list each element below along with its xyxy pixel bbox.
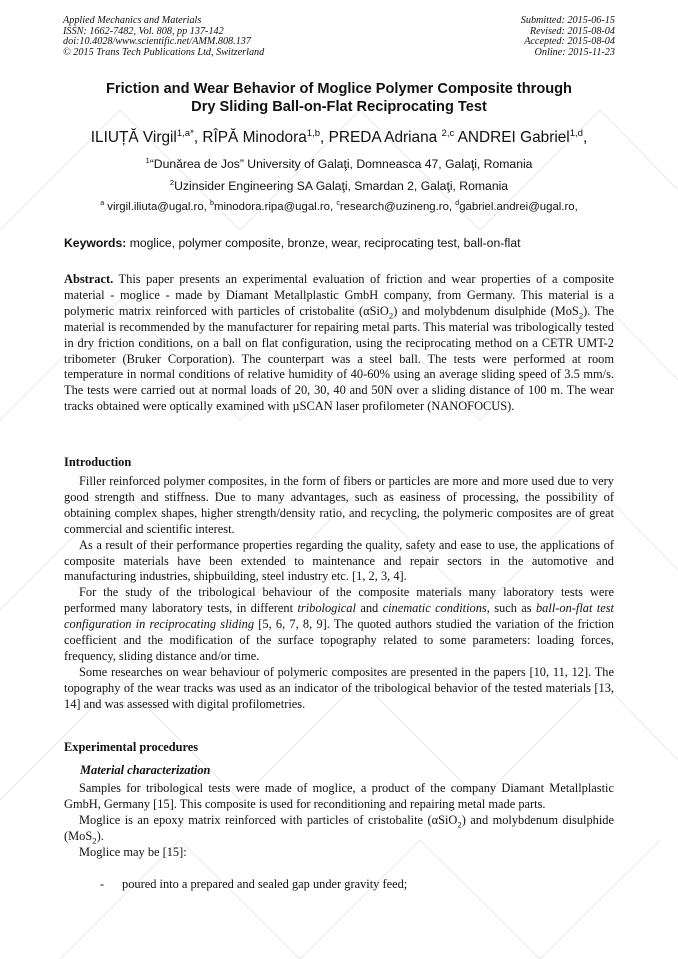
- author-name: ANDREI Gabriel: [457, 129, 570, 146]
- intro-paragraph-4: Some researches on wear behaviour of polymeric composites are presented in the papers [10, 11, 12]. The topography of the wear tracks was used as an indicator of the tribological behavior of the tested materials [13, 14] and was assessed with digital profilometries.: [64, 664, 614, 711]
- subscript: 2: [388, 310, 394, 321]
- author-name: ILIUȚĂ Virgil: [90, 129, 177, 146]
- paragraph-text: ).: [96, 828, 104, 843]
- journal-doi[interactable]: doi:10.4028/www.scientific.net/AMM.808.137: [63, 36, 251, 48]
- email-sup: b: [210, 200, 214, 208]
- title-line-2: Dry Sliding Ball-on-Flat Reciprocating Test: [191, 99, 487, 115]
- journal-copyright: © 2015 Trans Tech Publications Ltd, Switzerland: [63, 46, 265, 58]
- date-online: Online: 2015-11-23: [534, 46, 615, 58]
- email-link[interactable]: research@uzineng.ro,: [339, 201, 456, 213]
- paragraph-text: and: [355, 601, 383, 616]
- section-heading-introduction: Introduction: [64, 455, 132, 469]
- author-sep: ,: [320, 129, 329, 146]
- date-accepted: Accepted: 2015-08-04: [524, 36, 615, 48]
- bullet-text: poured into a prepared and sealed gap under gravity feed;: [122, 877, 408, 891]
- email-link[interactable]: minodora.ripa@ugal.ro,: [213, 201, 337, 213]
- affiliation-1: [0, 157, 678, 171]
- exp-paragraph-2: [64, 813, 614, 845]
- bullet-item: [100, 877, 407, 892]
- paragraph-text: Moglice is an epoxy matrix reinforced with particles of cristobalite (αSiO: [79, 812, 458, 827]
- intro-paragraph-3: [64, 585, 614, 665]
- subscript: 2: [578, 310, 584, 321]
- subsection-heading-material: Material characterization: [80, 763, 211, 777]
- abstract-text: ) and molybdenum disulphide (MoS: [393, 303, 579, 318]
- paragraph-text: ) and molybdenum disulphide (MoS: [64, 812, 615, 843]
- exp-paragraph-3: Moglice may be [15]:: [79, 844, 187, 859]
- italic-text: cinematic conditions: [382, 601, 487, 616]
- author-name: RÎPĂ Minodora: [202, 129, 307, 146]
- exp-paragraph-1: Samples for tribological tests were made of moglice, a product of the company Diamant Metallplastic GmbH, Germany [15]. This composite is used for reconditioning and repairing metal made parts.: [64, 781, 614, 811]
- affiliation-text: “Dunărea de Jos” University of Galaţi, Domneasca 47, Galaţi, Romania: [149, 157, 533, 171]
- paragraph-text: [5, 6, 7, 8, 9]. The quoted authors studied the variation of the friction coefficient and the modification of the surface topography related to some parameters: loading forces, frequency, sliding distance and/or time.: [64, 617, 614, 663]
- affiliation-text: Uzinsider Engineering SA Galaţi, Smardan 2, Galaţi, Romania: [174, 179, 509, 193]
- author-list: [0, 129, 678, 147]
- paper-title: [40, 80, 638, 116]
- paragraph-text: , such as: [486, 601, 536, 616]
- abstract: [64, 272, 614, 415]
- introduction-body: [64, 474, 614, 713]
- intro-paragraph-2: As a result of their performance properties regarding the quality, safety and ease to use, the applications of composite materials have been extended to maintenance and repair sectors in the automotive and manufacturing industries, shipbuilding, steel industry etc. [1, 2, 3, 4].: [64, 537, 614, 584]
- bullet-marker: -: [100, 877, 105, 891]
- paragraph-text: For the study of the tribological behaviour of the composite materials many laboratory tests were performed many laboratory tests, in different: [64, 585, 614, 616]
- author-emails: [0, 201, 678, 213]
- subscript: 2: [92, 835, 97, 846]
- submission-dates: [521, 16, 615, 58]
- subscript: 2: [457, 819, 462, 830]
- italic-text: ball-on-flat test configuration in reciprocating sliding: [64, 601, 614, 632]
- author-sep: ,: [582, 129, 588, 146]
- abstract-paragraph: [64, 272, 614, 415]
- abstract-text: ). The material is recommended by the manufacturer for repairing metal parts. This material was tribologically tested in dry friction conditions, on a ball on flat configuration, using the reciprocating method on a CETR UMT-2 tribometer (Bruker Corporation). The counterpart was a steel ball. The tests were performed at room temperature in normal conditions of relative humidity of 40-60% using an average sliding speed of 3.5 mm/s. The tests were carried out at normal loads of 20, 30, 40 and 50N over a sliding distance of 100 m. The wear tracks obtained were optically examined with µSCAN laser profilometer (NANOFOCUS).: [64, 303, 615, 414]
- email-link[interactable]: virgil.iliuta@ugal.ro,: [104, 201, 211, 213]
- keywords: [64, 236, 521, 250]
- author-sup: 1,b: [306, 127, 321, 139]
- email-sup: d: [455, 200, 460, 208]
- abstract-label: Abstract.: [64, 272, 114, 286]
- keywords-label: Keywords:: [64, 236, 127, 250]
- section-heading-experimental: Experimental procedures: [64, 740, 199, 754]
- email-sup: c: [336, 200, 340, 208]
- date-revised: Revised: 2015-08-04: [529, 25, 615, 37]
- keywords-text: moglice, polymer composite, bronze, wear, reciprocating test, ball-on-flat: [126, 236, 521, 250]
- date-submitted: Submitted: 2015-06-15: [520, 15, 615, 26]
- author-sup: 1,a*: [176, 127, 194, 139]
- journal-name: Applied Mechanics and Materials: [63, 15, 202, 26]
- affiliation-2: [0, 179, 678, 193]
- journal-issn: ISSN: 1662-7482, Vol. 808, pp 137-142: [63, 25, 224, 37]
- intro-paragraph-1: Filler reinforced polymer composites, in the form of fibers or particles are more and more used due to very good strength and stiffness. Due to many advantages, such as easiness of processing, the possibility of obtaining complex shapes, higher strength/density ratio, and recycling, the polymeric composites are of great commercial and scientific interest.: [64, 474, 614, 536]
- abstract-text: This paper presents an experimental evaluation of friction and wear properties of a composite material - moglice - made by Diamant Metallplastic GmbH company, from Germany. This material is a polymeric matrix reinforced with particles of cristobalite (αSiO: [64, 272, 614, 318]
- journal-info: [63, 16, 264, 58]
- author-sup: 2,c: [441, 127, 455, 139]
- author-name: PREDA Adriana: [328, 129, 442, 146]
- email-sup: a: [100, 200, 105, 208]
- title-line-1: Friction and Wear Behavior of Moglice Polymer Composite through: [106, 81, 572, 97]
- experimental-body: [64, 781, 614, 861]
- author-sep: ,: [193, 129, 203, 146]
- email-link[interactable]: gabriel.andrei@ugal.ro,: [459, 201, 578, 213]
- italic-text: tribological: [297, 601, 356, 616]
- author-sup: 1,d: [569, 127, 583, 139]
- affiliation-sup: 1: [145, 155, 150, 165]
- affiliation-sup: 2: [169, 177, 175, 187]
